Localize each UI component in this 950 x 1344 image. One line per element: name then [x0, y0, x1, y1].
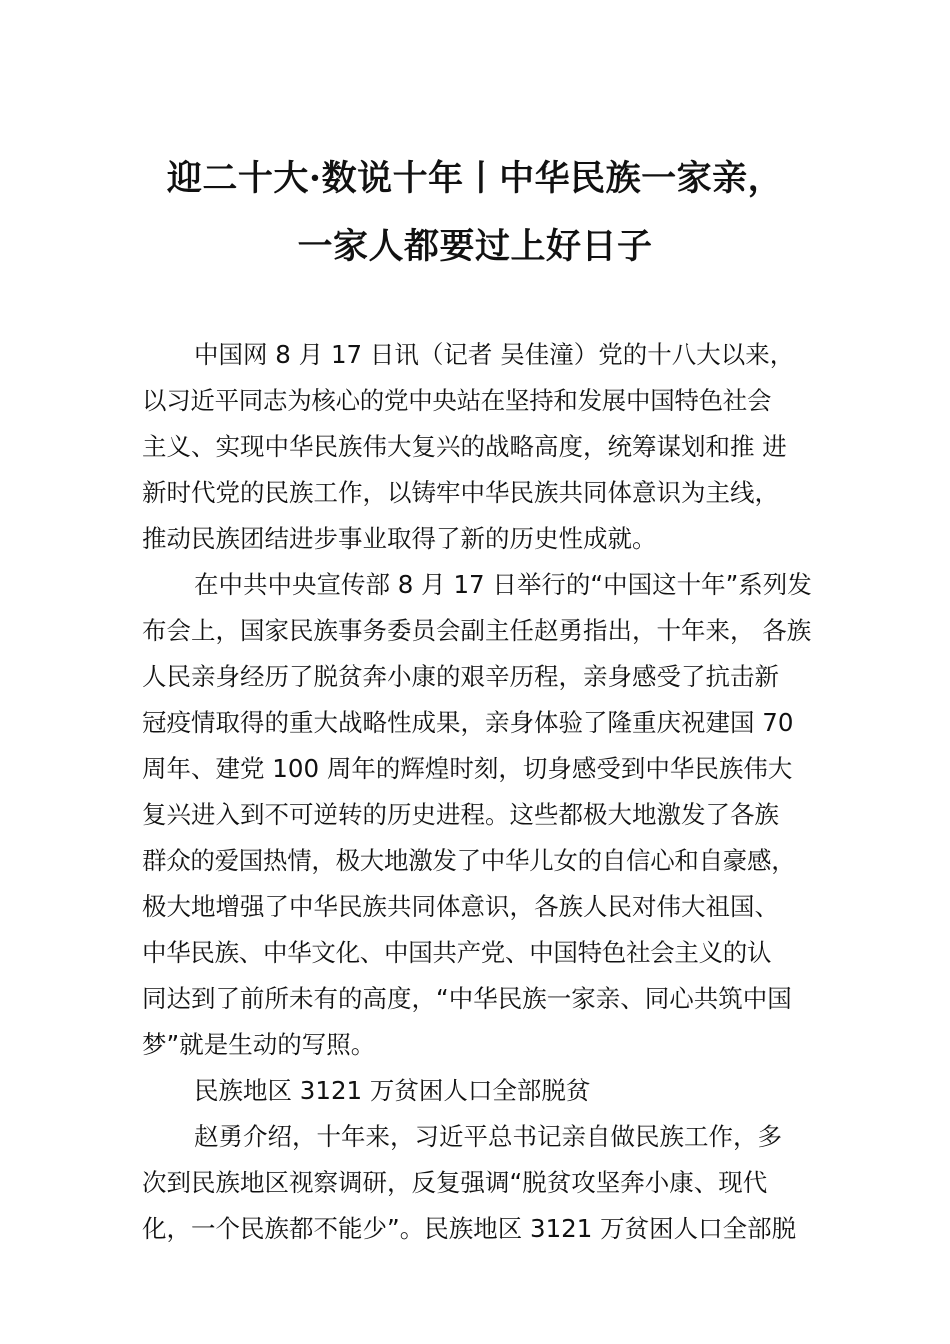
paragraph-3-line-1: 赵勇介绍，十年来，习近平总书记亲自做民族工作，多 — [194, 1122, 782, 1151]
section-heading: 民族地区 3121 万贫困人口全部脱贫 — [194, 1076, 591, 1105]
document-title — [120, 160, 830, 266]
paragraph-2-line-5: 周年、建党 100 周年的辉煌时刻，切身感受到中华民族伟大 — [142, 754, 793, 783]
title-line-1: 迎二十大·数说十年丨中华民族一家亲， — [166, 158, 784, 199]
paragraph-2-line-11: 梦”就是生动的写照。 — [142, 1030, 376, 1059]
paragraph-2-line-6: 复兴进入到不可逆转的历史进程。这些都极大地激发了各族 — [142, 800, 779, 829]
paragraph-1-line-1: 中国网 8 月 17 日讯（记者 吴佳潼）党的十八大以来， — [194, 340, 795, 369]
title-line-2: 一家人都要过上好日子 — [297, 226, 653, 267]
paragraph-2-line-10: 同达到了前所未有的高度，“中华民族一家亲、同心共筑中国 — [142, 984, 792, 1013]
paragraph-2-line-8: 极大地增强了中华民族共同体意识，各族人民对伟大祖国、 — [142, 892, 779, 921]
paragraph-3-line-3: 化，一个民族都不能少”。民族地区 3121 万贫困人口全部脱 — [142, 1214, 797, 1243]
paragraph-1-line-2: 以习近平同志为核心的党中央站在坚持和发展中国特色社会 — [142, 386, 772, 415]
paragraph-2-line-4: 冠疫情取得的重大战略性成果，亲身体验了隆重庆祝建国 70 — [142, 708, 794, 737]
article-body — [142, 332, 832, 1252]
paragraph-2-line-2: 布会上，国家民族事务委员会副主任赵勇指出，十年来， 各族 — [142, 616, 812, 645]
paragraph-1-line-5: 推动民族团结进步事业取得了新的历史性成就。 — [142, 524, 657, 553]
paragraph-3-line-2: 次到民族地区视察调研，反复强调“脱贫攻坚奔小康、现代 — [142, 1168, 768, 1197]
paragraph-2-line-7: 群众的爱国热情，极大地激发了中华儿女的自信心和自豪感， — [142, 846, 796, 875]
paragraph-2-line-3: 人民亲身经历了脱贫奔小康的艰辛历程，亲身感受了抗击新 — [142, 662, 779, 691]
paragraph-2-line-1: 在中共中央宣传部 8 月 17 日举行的“中国这十年”系列发 — [194, 570, 812, 599]
paragraph-1-line-3: 主义、实现中华民族伟大复兴的战略高度，统筹谋划和推 进 — [142, 432, 787, 461]
paragraph-2-line-9: 中华民族、中华文化、中国共产党、中国特色社会主义的认 — [142, 938, 772, 967]
paragraph-1-line-4: 新时代党的民族工作，以铸牢中华民族共同体意识为主线， — [142, 478, 779, 507]
